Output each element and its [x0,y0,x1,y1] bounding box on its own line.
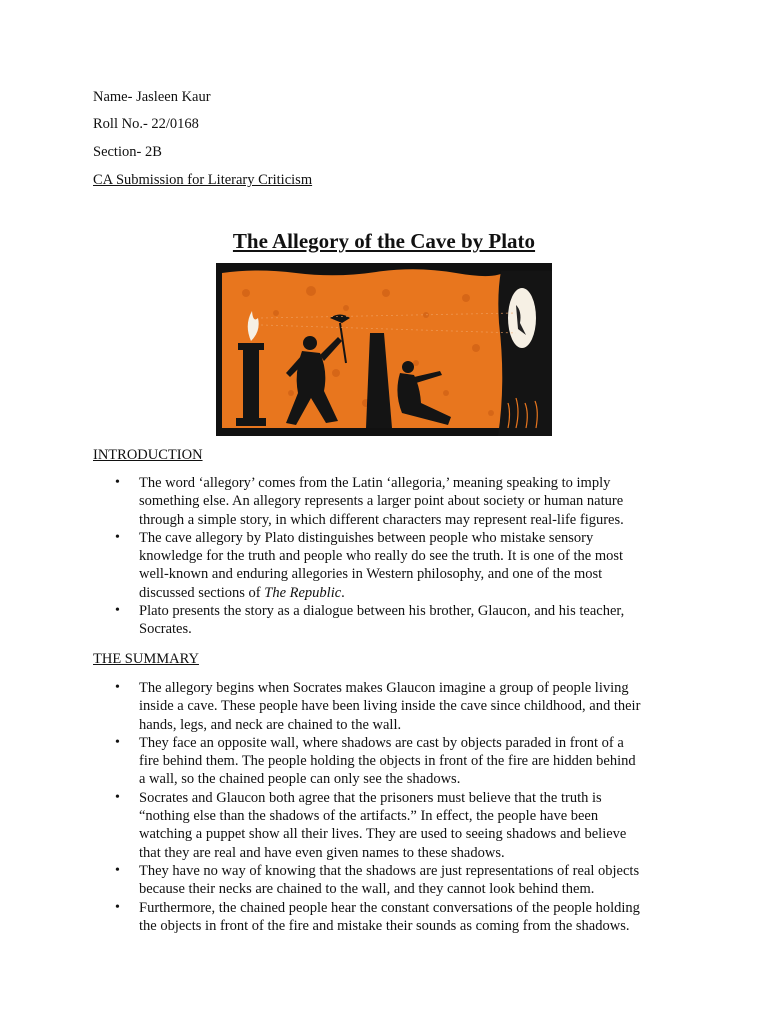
text-line: hands, legs, and neck are chained to the wall. [139,716,402,733]
text-line: because their necks are chained to the wall, and they cannot look behind them. [139,881,595,898]
text-fragment: . [341,584,345,601]
list-item [93,602,693,639]
introduction-heading: INTRODUCTION [93,447,203,463]
summary-list [93,679,693,935]
text-line: the objects in front of the fire and mistake their sounds as coming from the shadows. [139,917,630,934]
text-line: that they are real and have even given names to these shadows. [139,844,505,861]
text-line: • Plato presents the story as a dialogue between his brother, Glaucon, and his teacher, [139,603,625,620]
text-line: • They have no way of knowing that the shadows are just representations of real objects [139,862,640,879]
text-line: • The allegory begins when Socrates makes Glaucon imagine a group of people living [139,680,629,696]
text-line: • The word ‘allegory’ comes from the Latin ‘allegoria,’ meaning speaking to imply [139,475,611,491]
introduction-list [93,474,693,639]
submission-title: CA Submission for Literary Criticism [93,172,313,188]
text-line: watching a puppet show all their lives. They are used to seeing shadows and believe [139,826,627,843]
text-line: Socrates. [139,621,192,638]
list-item [93,734,693,789]
text-line: through a simple story, in which different characters may represent real-life figures. [139,511,624,528]
text-line: knowledge for the truth and people who really do see the truth. It is one of the most [139,548,624,565]
text-line: well-known and enduring allegories in Western philosophy, and one of the most [139,566,603,583]
text-line: • The cave allegory by Plato distinguishes between people who mistake sensory [139,529,594,546]
list-item [93,789,693,862]
text-line: • They face an opposite wall, where shadows are cast by objects paraded in front of a [139,734,624,751]
text-fragment: discussed sections of [139,584,265,601]
summary-heading: THE SUMMARY [93,651,199,667]
text-line: “nothing else than the shadows of the artifacts.” In effect, the people have been [139,808,599,825]
document-title: The Allegory of the Cave by Plato [232,229,536,253]
student-name: Name- Jasleen Kaur [93,89,211,105]
section-label: Section- 2B [93,144,162,160]
text-line: • Furthermore, the chained people hear the constant conversations of the people holding [139,899,640,916]
list-item [93,899,693,936]
text-line: a wall, so the chained people can only see the shadows. [139,771,461,788]
text-line: inside a cave. These people have been living inside the cave since childhood, and their [139,698,641,715]
list-item [93,529,693,602]
text-line: something else. An allegory represents a larger point about society or human nature [139,493,624,510]
list-item [93,862,693,899]
text-line: • Socrates and Glaucon both agree that the prisoners must believe that the truth is [139,789,602,806]
list-item [93,474,693,529]
text-line [139,584,693,602]
book-title: The Republic [264,584,342,601]
text-line: fire behind them. The people holding the objects in front of the fire are hidden behind [139,753,636,770]
roll-number: Roll No.- 22/0168 [93,116,199,132]
list-item [93,679,693,734]
cave-allegory-illustration [216,263,552,436]
